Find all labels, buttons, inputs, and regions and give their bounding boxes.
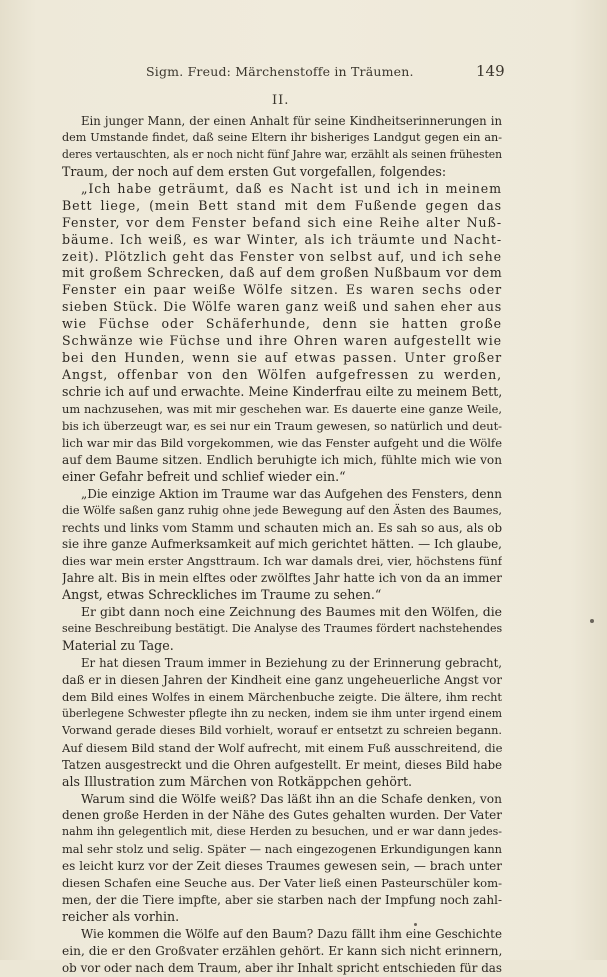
text-line: dem Bild eines Wolfes in einem Märchenbuche zeigte. Die ältere, ihm recht (62, 689, 502, 704)
text-line: wie Füchse oder Schäferhunde, denn sie hatten große (62, 316, 502, 332)
text-line: diesen Schafen eine Seuche aus. Der Vater ließ einen Pasteurschüler kom- (62, 876, 502, 891)
text-line: dies war mein erster Angsttraum. Ich war damals drei, vier, höchstens fünf (62, 554, 502, 569)
text-line: Auf diesem Bild stand der Wolf aufrecht, mit einem Fuß ausschreitend, die (62, 740, 502, 755)
text-line: Traum, der noch auf dem ersten Gut vorgefallen, folgendes: (62, 163, 447, 179)
text-line: Vorwand gerade dieses Bild vorhielt, worauf er entsetzt zu schreien begann. (62, 723, 502, 737)
text-line: rechts und links vom Stamm und schauten mich an. Es sah so aus, als ob (62, 520, 502, 535)
text-line: Material zu Tage. (62, 638, 174, 654)
text-line: mal sehr stolz und selig. Später — nach eingezogenen Erkundigungen kann (62, 842, 502, 857)
text-line: Angst, etwas Schreckliches im Traume zu sehen.“ (62, 587, 382, 603)
text-line: bei den Hunden, wenn sie auf etwas passen. Unter großer (62, 350, 502, 366)
text-line: Schwänze wie Füchse und ihre Ohren waren aufgestellt wie (62, 333, 502, 349)
text-line: Er hat diesen Traum immer in Beziehung zu der Erinnerung gebracht, (81, 656, 502, 670)
text-line: lich war mir das Bild vorgekommen, wie das Fenster aufgeht und die Wölfe (62, 435, 502, 450)
text-line: „Die einzige Aktion im Traume war das Aufgehen des Fensters, denn (81, 486, 502, 501)
text-line: ein, die er den Großvater erzählen gehört. Er kann sich nicht erinnern, (62, 943, 502, 958)
text-line: deres vertauschten, als er noch nicht fünf Jahre war, erzählt als seinen frühesten (62, 147, 502, 161)
body-text (62, 113, 502, 977)
text-line: auf dem Baume sitzen. Endlich beruhigte ich mich, fühlte mich wie von (62, 452, 502, 467)
text-line: Jahre alt. Bis in mein elftes oder zwölftes Jahr hatte ich von da an immer (62, 571, 502, 586)
text-line: sieben Stück. Die Wölfe waren ganz weiß und sahen eher aus (62, 299, 502, 315)
text-line: „Ich habe geträumt, daß es Nacht ist und ich in meinem (81, 180, 502, 196)
page-number: 149 (476, 62, 505, 80)
paper-speck (414, 923, 417, 926)
text-line: zeit). Plötzlich geht das Fenster von selbst auf, und ich sehe (62, 248, 502, 264)
text-line: dem Umstande findet, daß seine Eltern ihr bisheriges Landgut gegen ein an- (62, 130, 502, 144)
text-line: denen große Herden in der Nähe des Gutes gehalten wurden. Der Vater (62, 808, 502, 823)
text-line: die Wölfe saßen ganz ruhig ohne jede Bewegung auf den Ästen des Baumes, (62, 503, 502, 517)
text-line: sie ihre ganze Aufmerksamkeit auf mich gerichtet hätten. — Ich glaube, (62, 537, 502, 552)
text-line: Ein junger Mann, der einen Anhalt für seine Kindheitserinnerungen in (81, 114, 502, 128)
text-line: Wie kommen die Wölfe auf den Baum? Dazu fällt ihm eine Geschichte (81, 927, 502, 941)
paper-speck (590, 619, 594, 623)
text-line: men, der die Tiere impfte, aber sie starben nach der Impfung noch zahl- (62, 893, 502, 908)
text-line: nahm ihn gelegentlich mit, diese Herden zu besuchen, und er war dann jedes- (62, 825, 502, 839)
text-line: Er gibt dann noch eine Zeichnung des Baumes mit den Wölfen, die (81, 604, 502, 620)
text-line: überlegene Schwester pflegte ihn zu necken, indem sie ihm unter irgend einem (62, 706, 502, 720)
text-line: Fenster, vor dem Fenster befand sich eine Reihe alter Nuß- (62, 214, 502, 230)
text-line: als Illustration zum Märchen von Rotkäppchen gehört. (62, 773, 413, 789)
text-line: daß er in diesen Jahren der Kindheit eine ganz ungeheuerliche Angst vor (62, 672, 502, 687)
text-line: reicher als vorhin. (62, 909, 180, 925)
text-line: um nachzusehen, was mit mir geschehen war. Es dauerte eine ganze Weile, (62, 401, 502, 416)
running-head: Sigm. Freud: Märchenstoffe in Träumen. (146, 64, 414, 79)
text-line: Tatzen ausgestreckt und die Ohren aufgestellt. Er meint, dieses Bild habe (62, 757, 502, 772)
text-line: Warum sind die Wölfe weiß? Das läßt ihn an die Schafe denken, von (81, 791, 502, 806)
text-line: schrie ich auf und erwachte. Meine Kinderfrau eilte zu meinem Bett, (62, 384, 502, 399)
text-line: bis ich überzeugt war, es sei nur ein Traum gewesen, so natürlich und deut- (62, 418, 502, 433)
text-line: seine Beschreibung bestätigt. Die Analyse des Traumes fördert nachstehendes (62, 622, 502, 636)
text-line: ob vor oder nach dem Traum, aber ihr Inhalt spricht entschieden für das (62, 960, 502, 975)
text-line: Angst, offenbar von den Wölfen aufgefressen zu werden, (62, 367, 502, 383)
text-line: Bett liege, (mein Bett stand mit dem Fußende gegen das (62, 197, 502, 213)
text-line: einer Gefahr befreit und schlief wieder ein.“ (62, 468, 346, 484)
text-line: Fenster ein paar weiße Wölfe sitzen. Es waren sechs oder (62, 282, 502, 298)
text-line: mit großem Schrecken, daß auf dem großen Nußbaum vor dem (62, 265, 502, 281)
text-line: bäume. Ich weiß, es war Winter, als ich träumte und Nacht- (62, 231, 502, 247)
section-number: II. (272, 93, 290, 108)
page-header (0, 62, 607, 84)
text-line: es leicht kurz vor der Zeit dieses Traumes gewesen sein, — brach unter (62, 859, 502, 874)
